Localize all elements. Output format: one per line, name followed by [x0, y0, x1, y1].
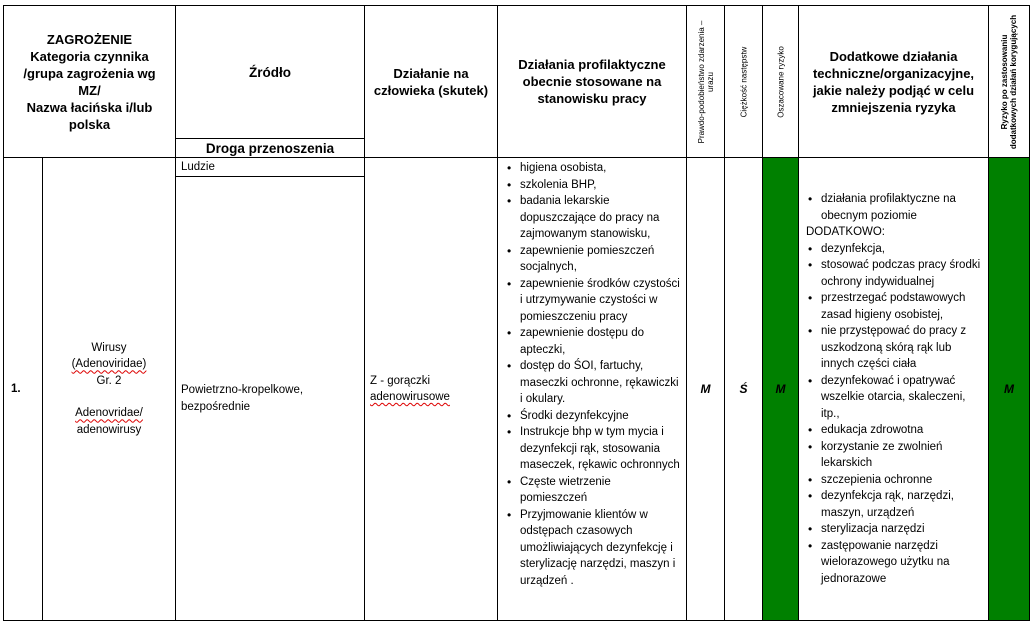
header-additional-line: jakie należy podjąć w celu	[812, 82, 975, 98]
agent-spacer	[43, 389, 175, 405]
additional-first-list	[803, 191, 982, 224]
additional-item: • stosować podczas pracy środki ochrony indywidualnej	[821, 257, 982, 290]
agent-line: Wirusy	[91, 341, 127, 354]
agent-line: Gr. 2	[96, 374, 122, 387]
preventive-item: • szkolenia BHP,	[520, 177, 680, 194]
agent-line: adenowirusy	[76, 423, 142, 436]
effect-prefix: Z - gorączki	[370, 374, 431, 387]
header-additional	[799, 6, 989, 158]
header-threat-line: MZ/	[78, 82, 101, 98]
header-effect-line: człowieka (skutek)	[373, 82, 489, 98]
header-severity-text: Ciężkość następstw	[739, 46, 748, 117]
header-preventive	[498, 6, 687, 158]
header-threat-line: ZAGROŻENIE	[46, 31, 133, 47]
additional-item: • edukacja zdrowotna	[821, 422, 982, 439]
header-probability	[687, 6, 725, 158]
preventive-item: • Środki dezynfekcyjne	[520, 408, 680, 425]
agent-cell	[43, 158, 176, 621]
effect-cell	[365, 158, 498, 621]
additional-item: • przestrzegać podstawowych zasad higieny osobistej,	[821, 290, 982, 323]
additional-item: • sterylizacja narzędzi	[821, 521, 982, 538]
agent-line: (Adenoviridae)	[71, 358, 147, 371]
preventive-item: • badania lekarskie dopuszczające do pracy na zajmowanym stanowisku,	[520, 193, 680, 243]
probability-value: M	[687, 158, 725, 621]
header-effect	[365, 6, 498, 158]
preventive-item: • Częste wietrzenie pomieszczeń	[520, 474, 680, 507]
preventive-cell	[498, 158, 687, 621]
header-threat-line: Nazwa łacińska i/lub	[26, 99, 153, 115]
additional-cell	[799, 158, 989, 621]
additional-item: • dezynfekować i opatrywać wszelkie otarcia, skaleczeni, itp.,	[821, 373, 982, 423]
header-source: Źródło	[176, 6, 365, 139]
header-effect-line: Działanie na	[393, 65, 469, 81]
agent-line	[43, 405, 175, 422]
effect-word: adenowirusowe	[370, 391, 450, 403]
header-additional-line: Dodatkowe działania	[829, 48, 958, 64]
header-estimated-risk	[763, 6, 799, 158]
route-cell: Powietrzno-kropelkowe, bezpośrednie	[176, 177, 365, 621]
header-additional-line: zmniejszenia ryzyka	[831, 99, 956, 115]
estimated-risk-value: M	[763, 158, 799, 621]
preventive-item: • Instrukcje bhp w tym mycia i dezynfekcji rąk, stosowania maseczek, rękawic ochronnych	[520, 424, 680, 474]
header-preventive-line: stanowisku pracy	[537, 91, 647, 106]
agent-latin-name: Adenovridae/	[75, 407, 143, 420]
additional-label: DODATKOWO:	[806, 226, 886, 238]
risk-assessment-table	[3, 5, 1030, 621]
preventive-item: • higiena osobista,	[520, 160, 680, 177]
header-residual-risk	[989, 6, 1030, 158]
preventive-item: • Przyjmowanie klientów w odstępach czasowych umożliwiających dezynfekcję i sterylizację narzędzi, maszyn i urządzeń .	[520, 507, 680, 590]
header-estimated-risk-text: Oszacowane ryzyko	[776, 45, 785, 118]
additional-item: • korzystanie ze zwolnień lekarskich	[821, 439, 982, 472]
additional-item: • dezynfekcja rąk, narzędzi, maszyn, urządzeń	[821, 488, 982, 521]
additional-item: • nie przystępować do pracy z uszkodzoną skórą rąk lub innych części ciała	[821, 323, 982, 373]
additional-list	[803, 241, 982, 588]
residual-risk-value: M	[989, 158, 1030, 621]
header-residual-risk-text: Ryzyko po zastosowaniu dodatkowych działań korygujących	[1000, 14, 1018, 149]
additional-item: • działania profilaktyczne na obecnym poziomie	[821, 191, 982, 224]
header-severity	[725, 6, 763, 158]
preventive-list	[502, 160, 680, 589]
source-cell: Ludzie	[176, 158, 365, 177]
header-preventive-line: obecnie stosowane na	[522, 74, 662, 89]
preventive-item: • zapewnienie dostępu do apteczki,	[520, 325, 680, 358]
header-transmission-route: Droga przenoszenia	[176, 139, 365, 158]
row-number: 1.	[4, 158, 43, 621]
header-threat-line: Kategoria czynnika	[30, 48, 149, 64]
preventive-item: • zapewnienie pomieszczeń socjalnych,	[520, 243, 680, 276]
additional-item: • dezynfekcja,	[821, 241, 982, 258]
severity-value: Ś	[725, 158, 763, 621]
header-threat	[4, 6, 176, 158]
additional-item: • szczepienia ochronne	[821, 472, 982, 489]
preventive-item: • dostęp do ŚOI, fartuchy, maseczki ochronne, rękawiczki i okulary.	[520, 358, 680, 408]
header-threat-line: polska	[68, 116, 111, 132]
header-preventive-line: Działania profilaktyczne	[518, 57, 666, 72]
additional-item: • zastępowanie narzędzi wielorazowego użytku na jednorazowe	[821, 538, 982, 588]
preventive-item: • zapewnienie środków czystości i utrzymywanie czystości w pomieszczeniu pracy	[520, 276, 680, 326]
header-probability-text: Prawdo-podobieństwo zdarzenia – urazu	[696, 20, 715, 143]
header-threat-line: /grupa zagrożenia wg	[23, 65, 156, 81]
header-additional-line: techniczne/organizacyjne,	[812, 65, 975, 81]
